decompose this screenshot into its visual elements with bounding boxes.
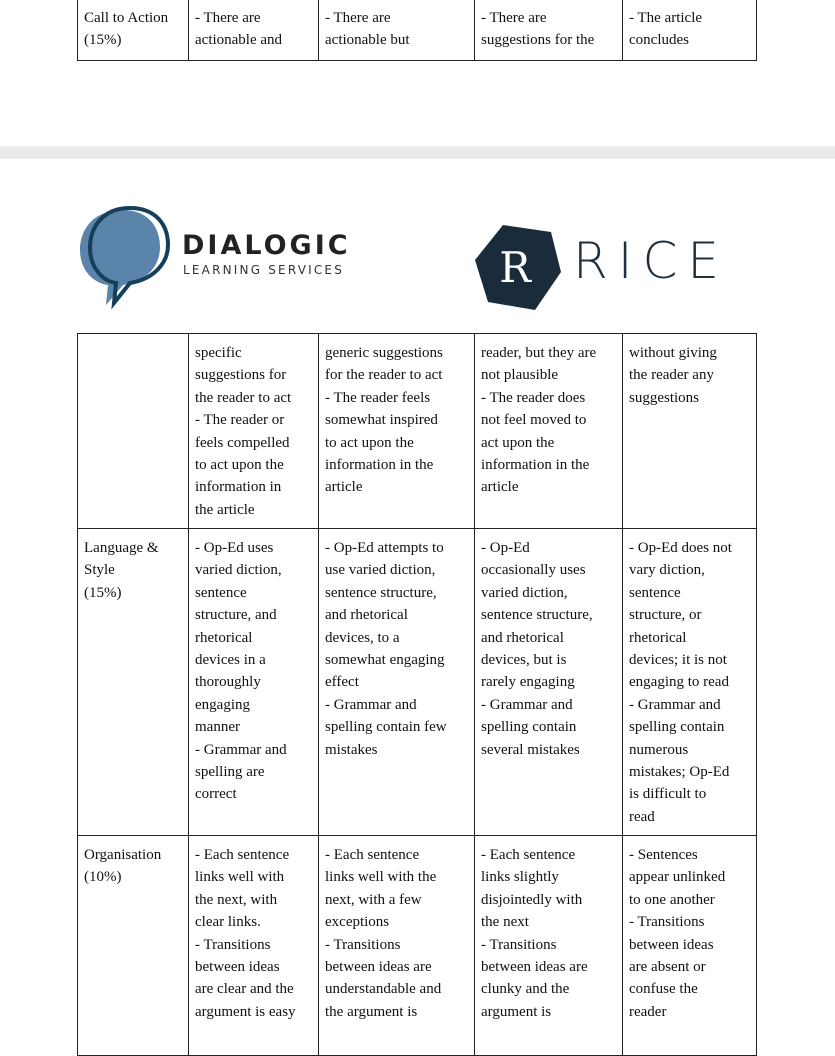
table-cell: - Op-Ed occasionally uses varied diction, sentence structure, and rhetorical devices, but is rarely engaging - Grammar and spelling contain several mistakes: [475, 529, 623, 836]
table-cell: - There are actionable and: [189, 0, 319, 61]
table-cell: - There are suggestions for the: [475, 0, 623, 61]
table-cell: - Op-Ed attempts to use varied diction, sentence structure, and rhetorical devices, to a somewhat engaging effect - Grammar and spelling contain few mistakes: [319, 529, 475, 836]
table-cell: - The article concludes: [623, 0, 757, 61]
page-separator: [0, 146, 835, 159]
svg-text:R: R: [499, 243, 531, 292]
table-cell: without giving the reader any suggestions: [623, 334, 757, 529]
rubric-table: [77, 333, 757, 1056]
speech-bubble-icon: [78, 205, 178, 310]
table-row: [78, 334, 757, 529]
dialogic-title: DIALOGIC: [182, 230, 351, 261]
rubric-table-top: [77, 0, 757, 61]
table-row: [78, 836, 757, 1056]
rice-hexagon-icon: [473, 222, 563, 312]
criterion-cell: Call to Action (15%): [78, 0, 189, 61]
table-cell: specific suggestions for the reader to act - The reader or feels compelled to act upon the information in the article: [189, 334, 319, 529]
criterion-cell: [78, 334, 189, 529]
table-cell: reader, but they are not plausible - The reader does not feel moved to act upon the information in the article: [475, 334, 623, 529]
table-cell: - Sentences appear unlinked to one another - Transitions between ideas are absent or confuse the reader: [623, 836, 757, 1056]
table-cell: - Op-Ed does not vary diction, sentence structure, or rhetorical devices; it is not engaging to read - Grammar and spelling contain numerous mistakes; Op-Ed is difficult to read: [623, 529, 757, 836]
dialogic-subtitle: LEARNING SERVICES: [183, 263, 345, 277]
table-cell: - There are actionable but: [319, 0, 475, 61]
criterion-cell: Language & Style (15%): [78, 529, 189, 836]
table-cell: - Each sentence links well with the next, with clear links. - Transitions between ideas are clear and the argument is easy: [189, 836, 319, 1056]
criterion-cell: Organisation (10%): [78, 836, 189, 1056]
table-cell: - Each sentence links well with the next, with a few exceptions - Transitions between ideas are understandable and the argument is: [319, 836, 475, 1056]
table-cell: - Each sentence links slightly disjointedly with the next - Transitions between ideas are clunky and the argument is: [475, 836, 623, 1056]
table-cell: generic suggestions for the reader to act - The reader feels somewhat inspired to act upon the information in the article: [319, 334, 475, 529]
table-row: [78, 529, 757, 836]
table-row: [78, 0, 757, 61]
rice-name: RICE: [573, 232, 729, 290]
table-cell: - Op-Ed uses varied diction, sentence structure, and rhetorical devices in a thoroughly engaging manner - Grammar and spelling are correct: [189, 529, 319, 836]
